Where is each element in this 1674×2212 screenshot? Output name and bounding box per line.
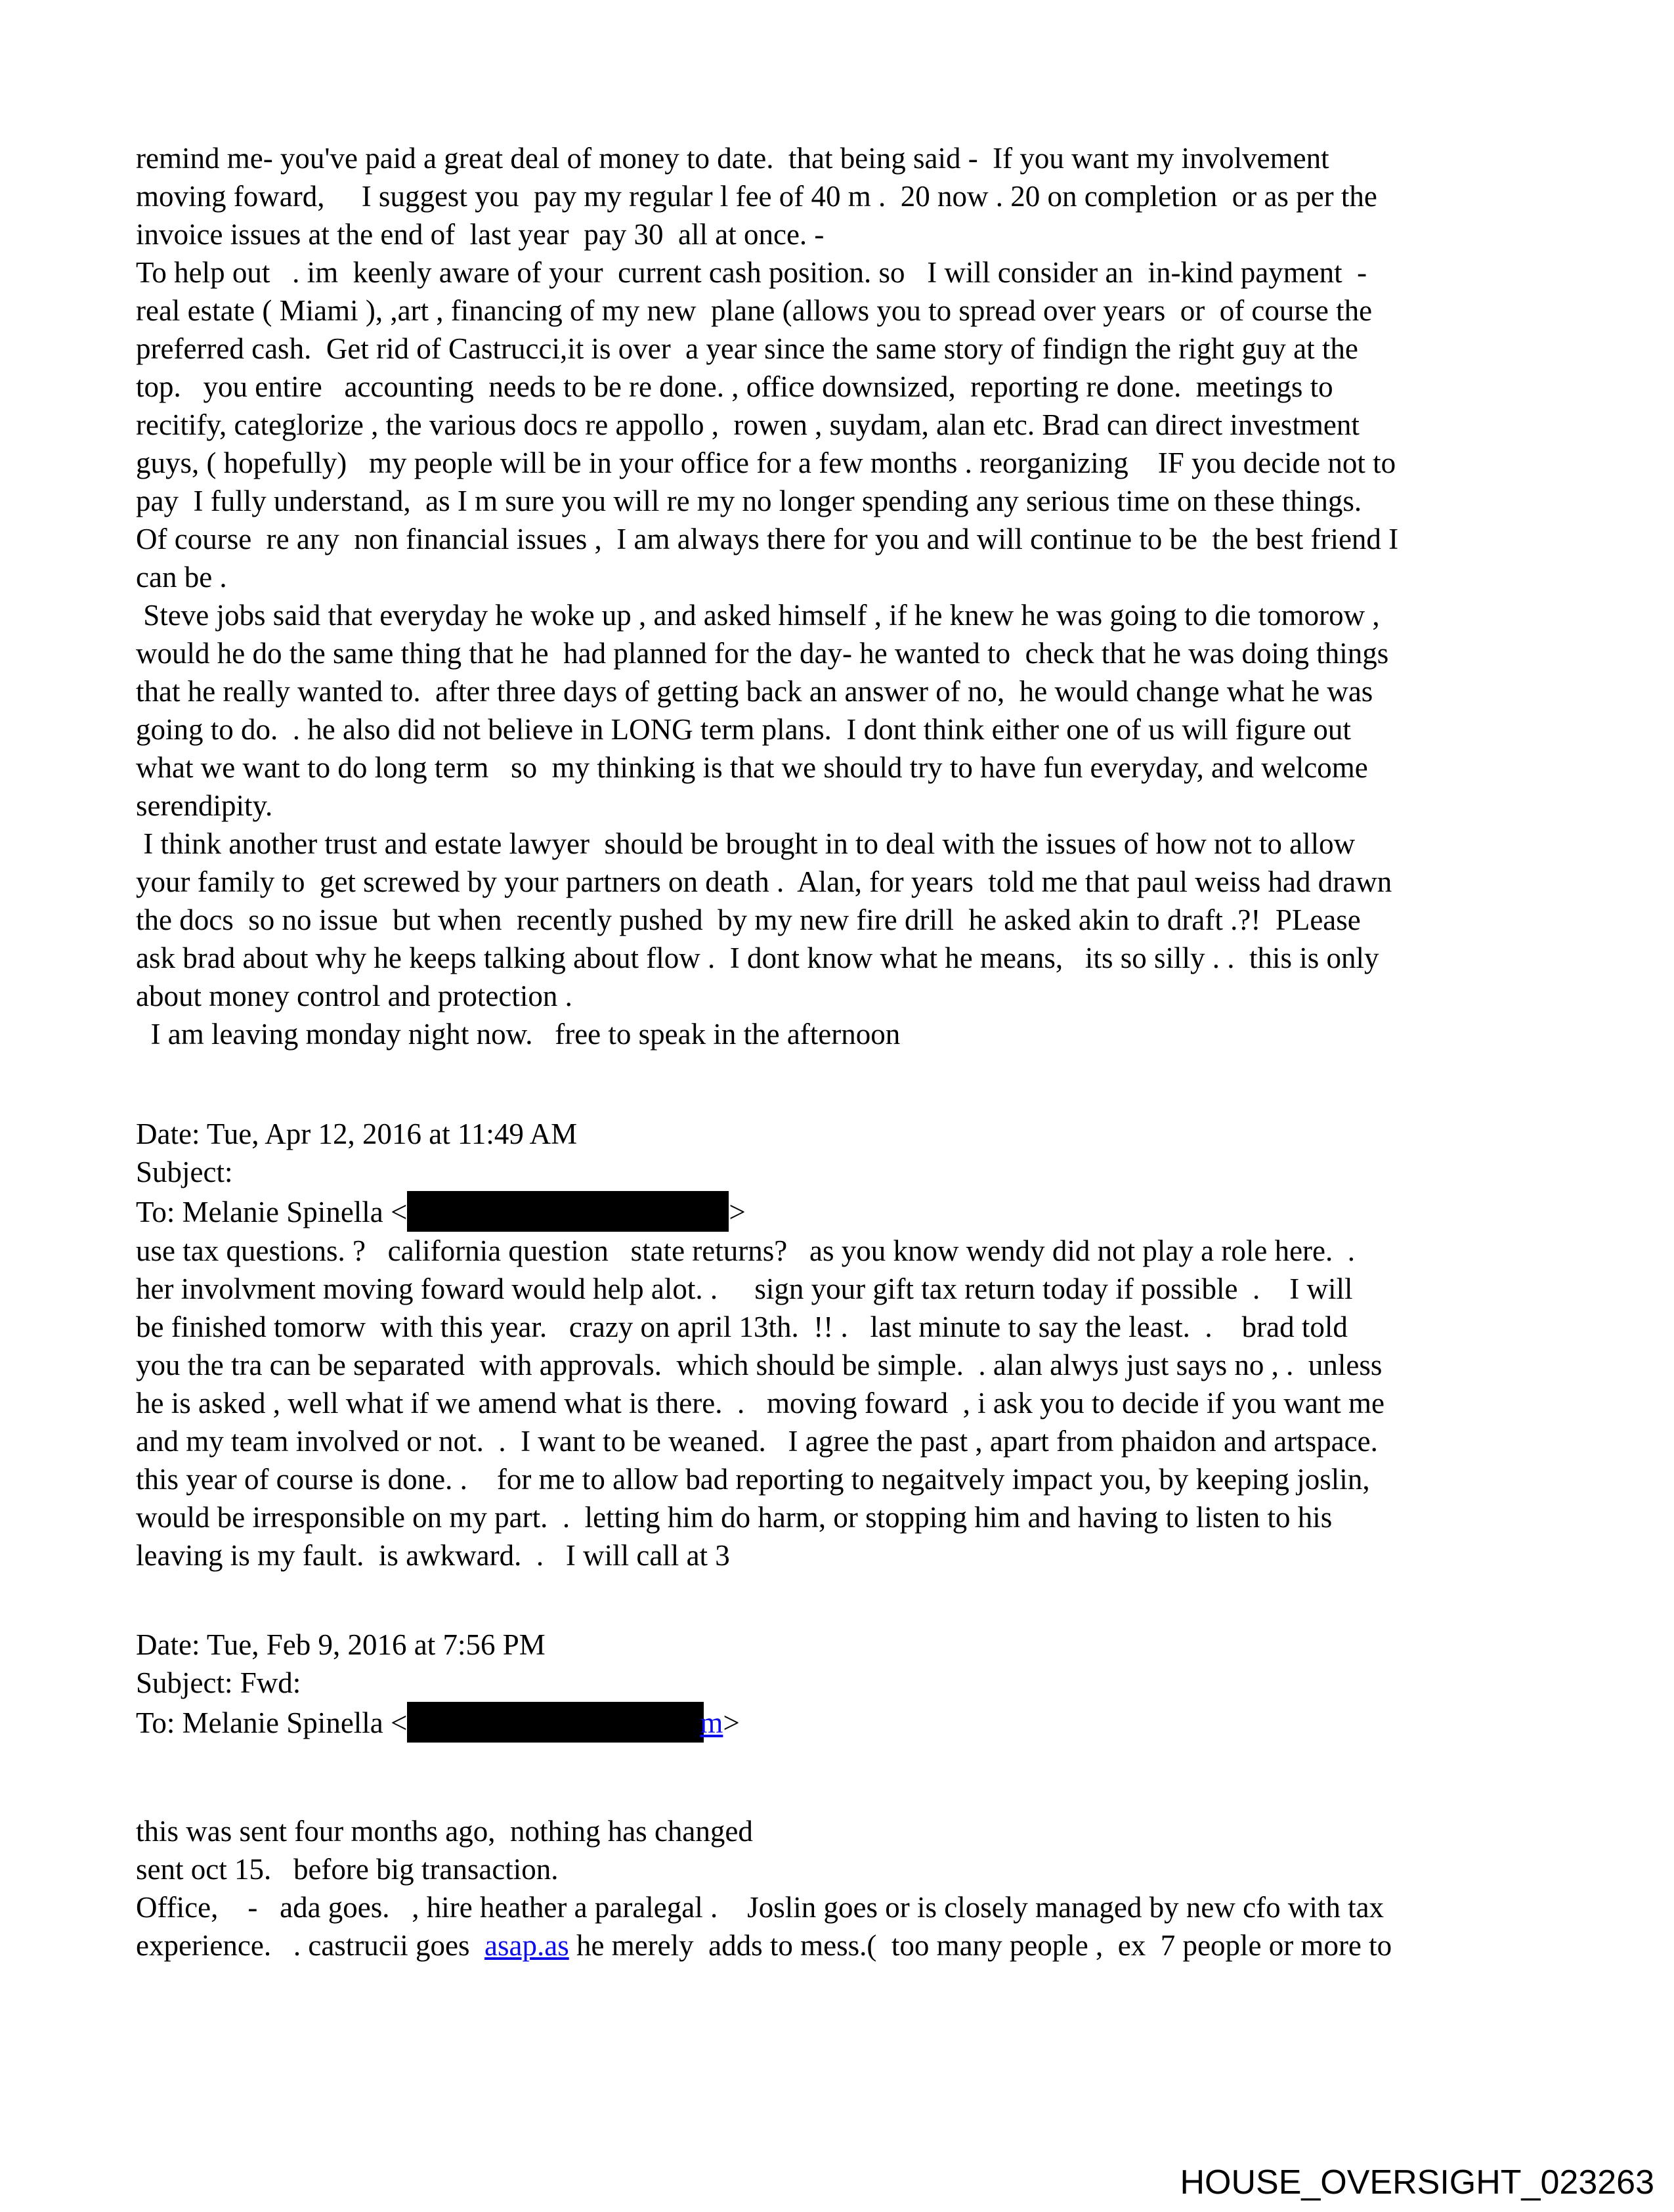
text-line: top. you entire accounting needs to be re done. , office downsized, reporting re done. meetings to bbox=[136, 370, 1333, 403]
text-line: Office, - ada goes. , hire heather a paralegal . Joslin goes or is closely managed by new cfo with tax bbox=[136, 1891, 1384, 1924]
redacted-email-link-remnant[interactable]: m bbox=[700, 1706, 723, 1739]
email-1-date-line: Date: Tue, Apr 12, 2016 at 11:49 AM bbox=[136, 1117, 578, 1150]
email-1-body-paragraph bbox=[136, 1232, 1580, 1574]
text-line: To help out . im keenly aware of your current cash position. so I will consider an in-kind payment - bbox=[136, 256, 1367, 289]
text-line: would he do the same thing that he had planned for the day- he wanted to check that he was doing things bbox=[136, 637, 1389, 670]
email-1-to-line bbox=[136, 1191, 1580, 1232]
text-line: serendipity. bbox=[136, 789, 273, 822]
text-line: recitify, categlorize , the various docs re appollo , rowen , suydam, alan etc. Brad can direct investment bbox=[136, 408, 1360, 441]
text-line: guys, ( hopefully) my people will be in your office for a few months . reorganizing IF you decide not to bbox=[136, 446, 1396, 479]
text-line: going to do. . he also did not believe in LONG term plans. I dont think either one of us will figure out bbox=[136, 713, 1351, 746]
text-line: the docs so no issue but when recently pushed by my new fire drill he asked akin to draft .?! PLease bbox=[136, 903, 1361, 936]
bates-number: HOUSE_OVERSIGHT_023263 bbox=[1180, 2163, 1654, 2201]
text-line: pay I fully understand, as I m sure you will re my no longer spending any serious time on these things. bbox=[136, 485, 1362, 517]
text-line: real estate ( Miami ), ,art , financing of my new plane (allows you to spread over years or of course the bbox=[136, 294, 1373, 327]
line-prefix: experience. . castrucii goes bbox=[136, 1929, 485, 1962]
email-2-header bbox=[136, 1626, 1580, 1743]
text-line: preferred cash. Get rid of Castrucci,it is over a year since the same story of findign the right guy at the bbox=[136, 332, 1358, 365]
email-2-subject-line: Subject: Fwd: bbox=[136, 1666, 301, 1699]
text-line: remind me- you've paid a great deal of money to date. that being said - If you want my involvement bbox=[136, 142, 1329, 175]
redaction-box bbox=[407, 1191, 729, 1232]
email-2-to-line bbox=[136, 1702, 1580, 1743]
text-line: I am leaving monday night now. free to speak in the afternoon bbox=[136, 1018, 901, 1051]
email-1-subject-line: Subject: bbox=[136, 1156, 233, 1188]
email-2-body-paragraph bbox=[136, 1812, 1580, 1964]
text-line: would be irresponsible on my part. . letting him do harm, or stopping him and having to listen to his bbox=[136, 1501, 1333, 1534]
text-line: Steve jobs said that everyday he woke up , and asked himself , if he knew he was going to die tomorow , bbox=[136, 599, 1380, 632]
text-line: invoice issues at the end of last year pay 30 all at once. - bbox=[136, 218, 825, 251]
to-line-suffix: > bbox=[729, 1196, 746, 1228]
message-1-paragraph bbox=[136, 139, 1580, 1053]
text-line: this was sent four months ago, nothing has changed bbox=[136, 1815, 753, 1848]
email-2-date-line: Date: Tue, Feb 9, 2016 at 7:56 PM bbox=[136, 1628, 546, 1661]
text-line: Of course re any non financial issues , I am always there for you and will continue to be the best friend I bbox=[136, 523, 1399, 555]
text-line: he is asked , well what if we amend what is there. . moving foward , i ask you to decide if you want me bbox=[136, 1387, 1385, 1420]
text-line: leaving is my fault. is awkward. . I will call at 3 bbox=[136, 1539, 730, 1572]
text-line: her involvment moving foward would help alot. . sign your gift tax return today if possible . I will bbox=[136, 1272, 1353, 1305]
email-1-header bbox=[136, 1115, 1580, 1232]
text-line: moving foward, I suggest you pay my regular l fee of 40 m . 20 now . 20 on completion or as per the bbox=[136, 180, 1377, 213]
text-line: use tax questions. ? california question state returns? as you know wendy did not play a role here. . bbox=[136, 1234, 1356, 1267]
text-line: be finished tomorw with this year. crazy on april 13th. !! . last minute to say the least. . brad told bbox=[136, 1311, 1348, 1343]
text-line: about money control and protection . bbox=[136, 980, 572, 1012]
email-2-body-lines bbox=[136, 1812, 1580, 1926]
line-suffix: he merely adds to mess.( too many people , ex 7 people or more to bbox=[569, 1929, 1392, 1962]
text-line: sent oct 15. before big transaction. bbox=[136, 1853, 559, 1886]
text-line: I think another trust and estate lawyer should be brought in to deal with the issues of how not to allow bbox=[136, 827, 1356, 860]
text-line: can be . bbox=[136, 561, 227, 594]
text-line: what we want to do long term so my thinking is that we should try to have fun everyday, and welcome bbox=[136, 751, 1368, 784]
text-line: ask brad about why he keeps talking about flow . I dont know what he means, its so silly . . this is only bbox=[136, 942, 1379, 974]
text-line: and my team involved or not. . I want to be weaned. I agree the past , apart from phaidon and artspace. bbox=[136, 1425, 1378, 1458]
to-line-prefix: To: Melanie Spinella < bbox=[136, 1196, 408, 1228]
text-line: that he really wanted to. after three days of getting back an answer of no, he would change what he was bbox=[136, 675, 1373, 708]
redaction-box bbox=[407, 1702, 704, 1743]
to-line-suffix: > bbox=[723, 1706, 740, 1739]
text-line: this year of course is done. . for me to allow bad reporting to negaitvely impact you, by keeping joslin, bbox=[136, 1463, 1370, 1496]
email-thread-content bbox=[136, 139, 1580, 1964]
text-line: you the tra can be separated with approvals. which should be simple. . alan alwys just says no , . unless bbox=[136, 1349, 1383, 1381]
to-line-prefix: To: Melanie Spinella < bbox=[136, 1706, 408, 1739]
text-line-with-link bbox=[136, 1926, 1580, 1964]
text-line: your family to get screwed by your partners on death . Alan, for years told me that paul weiss had drawn bbox=[136, 865, 1392, 898]
asap-as-link[interactable]: asap.as bbox=[484, 1929, 569, 1962]
